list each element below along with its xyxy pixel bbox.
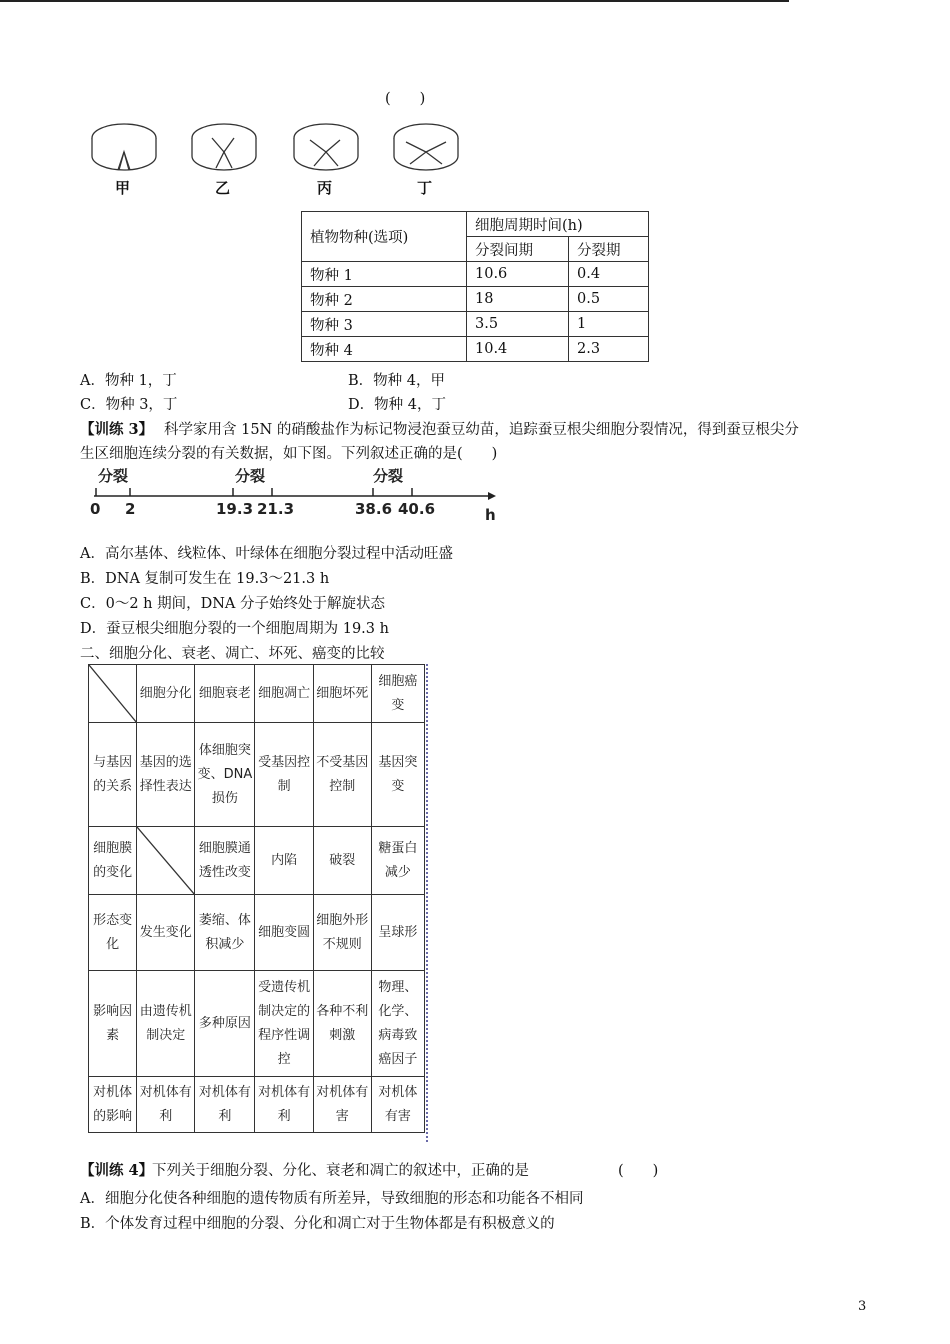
table-cell: 对机体有害 (313, 1077, 371, 1133)
header-species: 植物物种(选项) (302, 212, 467, 262)
header-mitosis: 分裂期 (569, 237, 649, 262)
division-label: 分裂 (373, 467, 404, 485)
table-cell: 不受基因控制 (313, 723, 371, 827)
column-header: 细胞坏死 (313, 665, 371, 723)
tick-label: 2 (125, 500, 136, 518)
option-a: A．细胞分化使各种细胞的遗传物质有所差异，导致细胞的形态和功能各不相同 (80, 1191, 584, 1207)
table-cell: 多种原因 (195, 971, 255, 1077)
table-cell: 糖蛋白减少 (371, 827, 424, 895)
question-stem-line1: 科学家用含 15N 的硝酸盐作为标记物浸泡蚕豆幼苗，追踪蚕豆根尖细胞分裂情况，得到蚕豆根尖分 (164, 422, 799, 438)
table-cell: 对机体有利 (137, 1077, 195, 1133)
axis-arrow-icon (488, 492, 496, 500)
table-cell: 受遗传机制决定的程序性调控 (255, 971, 313, 1077)
table-row (302, 262, 649, 287)
interphase-value: 10.4 (467, 337, 569, 362)
table-cell: 物理、化学、病毒致癌因子 (371, 971, 424, 1077)
pie-label: 甲 (115, 179, 131, 197)
interphase-value: 10.6 (467, 262, 569, 287)
species-name: 物种 2 (302, 287, 467, 312)
corner-cell (89, 665, 137, 723)
header-cycle: 细胞周期时间(h) (467, 212, 649, 237)
mitosis-value: 0.5 (569, 287, 649, 312)
row-header: 影响因素 (89, 971, 137, 1077)
pie-figure-ding (388, 120, 468, 180)
species-name: 物种 3 (302, 312, 467, 337)
table-cell: 对机体有害 (371, 1077, 424, 1133)
table-cell: 细胞膜通透性改变 (195, 827, 255, 895)
question-stem: 下列关于细胞分裂、分化、衰老和凋亡的叙述中，正确的是 (152, 1163, 529, 1179)
table-cell: 对机体有利 (255, 1077, 313, 1133)
division-label: 分裂 (98, 467, 129, 485)
column-header: 细胞衰老 (195, 665, 255, 723)
answer-paren: ( ) (618, 1163, 659, 1179)
unit-label: h (485, 506, 496, 524)
table-cell: 各种不利刺激 (313, 971, 371, 1077)
header-interphase: 分裂间期 (467, 237, 569, 262)
table-cell: 细胞变圆 (255, 895, 313, 971)
table-header-row (89, 665, 425, 723)
tick-label: 21.3 (257, 500, 295, 518)
mitosis-value: 2.3 (569, 337, 649, 362)
table-row (89, 723, 425, 827)
table-cell: 呈球形 (371, 895, 424, 971)
table-row (89, 1077, 425, 1133)
column-header: 细胞凋亡 (255, 665, 313, 723)
table-row (302, 287, 649, 312)
pie-label: 丁 (417, 179, 433, 197)
row-header: 形态变化 (89, 895, 137, 971)
option-c: C．物种 3，丁 (80, 397, 178, 413)
mitosis-value: 1 (569, 312, 649, 337)
option-c: C．0～2 h 期间，DNA 分子始终处于解旋状态 (80, 596, 385, 612)
question-label: 【训练 3】 (80, 421, 154, 438)
tick-label: 19.3 (216, 500, 254, 518)
interphase-value: 18 (467, 287, 569, 312)
column-header: 细胞癌变 (371, 665, 424, 723)
mitosis-value: 0.4 (569, 262, 649, 287)
pie-figure-jia (86, 120, 166, 180)
table-cell: 萎缩、体积减少 (195, 895, 255, 971)
option-d: D．蚕豆根尖细胞分裂的一个细胞周期为 19.3 h (80, 621, 389, 637)
option-b: B．物种 4，甲 (348, 373, 445, 389)
table-row (302, 312, 649, 337)
table-cell (137, 827, 195, 895)
diagonal-line (137, 827, 195, 895)
table-cell: 基因突变 (371, 723, 424, 827)
column-header: 细胞分化 (137, 665, 195, 723)
answer-paren: ( ) (385, 91, 426, 107)
option-b: B．个体发育过程中细胞的分裂、分化和凋亡对于生物体都是有积极意义的 (80, 1216, 555, 1232)
pie-label: 乙 (215, 179, 231, 197)
question-stem-line2: 生区细胞连续分裂的有关数据，如下图。下列叙述正确的是( ) (80, 446, 498, 462)
table-cell: 基因的选择性表达 (137, 723, 195, 827)
table-cell: 对机体有利 (195, 1077, 255, 1133)
table-cell: 内陷 (255, 827, 313, 895)
question-label: 【训练 4】 (80, 1162, 154, 1179)
cell-cycle-timeline (80, 464, 500, 524)
division-label: 分裂 (235, 467, 266, 485)
tick-label: 40.6 (398, 500, 436, 518)
comparison-table (88, 664, 425, 1133)
diagonal-line (89, 665, 137, 723)
table-cell: 破裂 (313, 827, 371, 895)
dotted-border (426, 664, 428, 1142)
option-a: A．物种 1，丁 (80, 373, 177, 389)
option-b: B．DNA 复制可发生在 19.3～21.3 h (80, 571, 330, 587)
row-header: 对机体的影响 (89, 1077, 137, 1133)
table-cell: 体细胞突变、DNA损伤 (195, 723, 255, 827)
table-cell: 受基因控制 (255, 723, 313, 827)
row-header: 细胞膜的变化 (89, 827, 137, 895)
pie-figure-yi (186, 120, 266, 180)
species-name: 物种 4 (302, 337, 467, 362)
species-name: 物种 1 (302, 262, 467, 287)
table-cell: 发生变化 (137, 895, 195, 971)
table-cell: 细胞外形不规则 (313, 895, 371, 971)
tick-label: 38.6 (355, 500, 393, 518)
pie-label: 丙 (317, 179, 333, 197)
row-header: 与基因的关系 (89, 723, 137, 827)
option-d: D．物种 4，丁 (348, 397, 446, 413)
table-cell: 由遗传机制决定 (137, 971, 195, 1077)
page-number: 3 (858, 1299, 867, 1314)
table-row (302, 337, 649, 362)
section-title: 二、细胞分化、衰老、凋亡、坏死、癌变的比较 (80, 646, 385, 662)
header-rule (0, 0, 789, 2)
option-a: A．高尔基体、线粒体、叶绿体在细胞分裂过程中活动旺盛 (80, 546, 453, 562)
comparison-table-figure (88, 664, 428, 1142)
interphase-value: 3.5 (467, 312, 569, 337)
pie-figure-bing (288, 120, 368, 180)
cell-cycle-table (301, 211, 649, 362)
tick-label: 0 (90, 500, 101, 518)
table-row (89, 971, 425, 1077)
table-row (89, 895, 425, 971)
table-row (89, 827, 425, 895)
